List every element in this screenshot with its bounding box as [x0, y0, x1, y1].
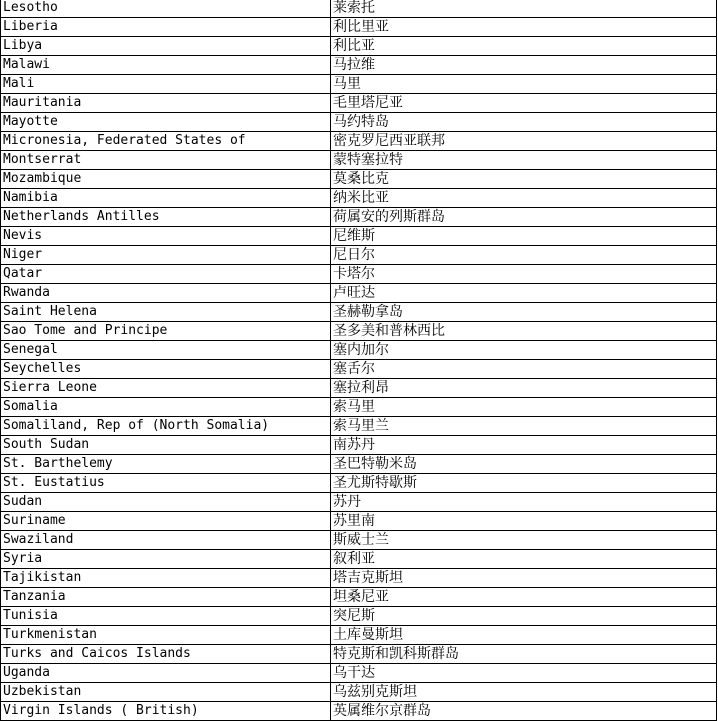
country-name-chinese: 特克斯和凯科斯群岛 — [331, 645, 717, 664]
country-name-chinese: 索马里 — [331, 398, 717, 417]
country-name-english: Micronesia, Federated States of — [1, 132, 331, 151]
country-name-english: Tajikistan — [1, 569, 331, 588]
country-name-english: Tanzania — [1, 588, 331, 607]
country-name-english: Rwanda — [1, 284, 331, 303]
country-name-english: Sao Tome and Principe — [1, 322, 331, 341]
country-name-chinese: 塞舌尔 — [331, 360, 717, 379]
country-name-chinese: 卢旺达 — [331, 284, 717, 303]
country-name-english: Nevis — [1, 227, 331, 246]
country-name-chinese: 突尼斯 — [331, 607, 717, 626]
country-name-chinese: 斯威士兰 — [331, 531, 717, 550]
table-row — [1, 436, 717, 455]
country-name-english: Sierra Leone — [1, 379, 331, 398]
country-name-english: Somalia — [1, 398, 331, 417]
table-row — [1, 170, 717, 189]
country-name-english: Malawi — [1, 56, 331, 75]
country-name-chinese: 尼日尔 — [331, 246, 717, 265]
table-row — [1, 189, 717, 208]
country-name-english: Saint Helena — [1, 303, 331, 322]
country-name-chinese: 圣多美和普林西比 — [331, 322, 717, 341]
country-name-english: Turkmenistan — [1, 626, 331, 645]
country-name-chinese: 圣尤斯特歇斯 — [331, 474, 717, 493]
country-name-english: Virgin Islands ( British) — [1, 702, 331, 721]
country-name-chinese: 坦桑尼亚 — [331, 588, 717, 607]
country-name-english: Mali — [1, 75, 331, 94]
table-row — [1, 493, 717, 512]
country-name-english: Uganda — [1, 664, 331, 683]
country-name-chinese: 塞内加尔 — [331, 341, 717, 360]
table-row — [1, 18, 717, 37]
table-row — [1, 569, 717, 588]
country-name-chinese: 纳米比亚 — [331, 189, 717, 208]
table-row — [1, 37, 717, 56]
table-row — [1, 284, 717, 303]
country-name-chinese: 莱索托 — [331, 0, 717, 18]
country-name-chinese: 蒙特塞拉特 — [331, 151, 717, 170]
table-row — [1, 322, 717, 341]
country-name-chinese: 叙利亚 — [331, 550, 717, 569]
table-row — [1, 512, 717, 531]
country-name-english: Lesotho — [1, 0, 331, 18]
table-row — [1, 303, 717, 322]
table-row — [1, 56, 717, 75]
country-table-body — [1, 0, 717, 721]
country-name-chinese: 土库曼斯坦 — [331, 626, 717, 645]
country-name-chinese: 塔吉克斯坦 — [331, 569, 717, 588]
country-name-chinese: 苏丹 — [331, 493, 717, 512]
table-row — [1, 417, 717, 436]
country-name-english: Suriname — [1, 512, 331, 531]
country-name-english: Turks and Caicos Islands — [1, 645, 331, 664]
country-name-english: Tunisia — [1, 607, 331, 626]
table-row — [1, 360, 717, 379]
country-name-english: Qatar — [1, 265, 331, 284]
table-row — [1, 588, 717, 607]
country-name-english: Netherlands Antilles — [1, 208, 331, 227]
country-name-chinese: 荷属安的列斯群岛 — [331, 208, 717, 227]
table-row — [1, 550, 717, 569]
country-name-english: Uzbekistan — [1, 683, 331, 702]
country-name-english: Syria — [1, 550, 331, 569]
country-name-english: Liberia — [1, 18, 331, 37]
country-name-chinese: 苏里南 — [331, 512, 717, 531]
table-row — [1, 455, 717, 474]
table-row — [1, 474, 717, 493]
table-row — [1, 75, 717, 94]
country-name-chinese: 密克罗尼西亚联邦 — [331, 132, 717, 151]
table-row — [1, 341, 717, 360]
table-row — [1, 113, 717, 132]
country-name-chinese: 塞拉利昂 — [331, 379, 717, 398]
country-name-chinese: 南苏丹 — [331, 436, 717, 455]
country-name-chinese: 马里 — [331, 75, 717, 94]
country-name-chinese: 马拉维 — [331, 56, 717, 75]
table-row — [1, 531, 717, 550]
table-row — [1, 626, 717, 645]
country-name-english: Senegal — [1, 341, 331, 360]
country-name-chinese: 乌干达 — [331, 664, 717, 683]
country-name-english: Libya — [1, 37, 331, 56]
country-name-english: Seychelles — [1, 360, 331, 379]
country-name-english: Namibia — [1, 189, 331, 208]
country-name-chinese: 莫桑比克 — [331, 170, 717, 189]
country-name-english: Montserrat — [1, 151, 331, 170]
table-row — [1, 208, 717, 227]
country-name-chinese: 利比里亚 — [331, 18, 717, 37]
table-row — [1, 607, 717, 626]
country-name-english: Sudan — [1, 493, 331, 512]
country-name-chinese: 尼维斯 — [331, 227, 717, 246]
country-name-english: Mozambique — [1, 170, 331, 189]
country-name-chinese: 圣巴特勒米岛 — [331, 455, 717, 474]
country-name-english: Niger — [1, 246, 331, 265]
table-row — [1, 265, 717, 284]
country-name-chinese: 英属维尔京群岛 — [331, 702, 717, 721]
table-row — [1, 151, 717, 170]
country-name-chinese: 圣赫勒拿岛 — [331, 303, 717, 322]
country-name-chinese: 卡塔尔 — [331, 265, 717, 284]
table-row — [1, 645, 717, 664]
country-name-chinese: 毛里塔尼亚 — [331, 94, 717, 113]
country-name-english: St. Eustatius — [1, 474, 331, 493]
country-name-english: Somaliland, Rep of (North Somalia) — [1, 417, 331, 436]
table-row — [1, 0, 717, 18]
table-row — [1, 132, 717, 151]
country-name-chinese: 利比亚 — [331, 37, 717, 56]
country-name-chinese: 索马里兰 — [331, 417, 717, 436]
table-row — [1, 246, 717, 265]
table-row — [1, 94, 717, 113]
country-name-english: St. Barthelemy — [1, 455, 331, 474]
country-name-english: Mauritania — [1, 94, 331, 113]
country-name-chinese: 马约特岛 — [331, 113, 717, 132]
table-row — [1, 664, 717, 683]
table-row — [1, 683, 717, 702]
table-row — [1, 379, 717, 398]
table-row — [1, 227, 717, 246]
country-name-english: South Sudan — [1, 436, 331, 455]
table-row — [1, 398, 717, 417]
country-name-english: Mayotte — [1, 113, 331, 132]
country-name-chinese: 乌兹别克斯坦 — [331, 683, 717, 702]
country-name-english: Swaziland — [1, 531, 331, 550]
